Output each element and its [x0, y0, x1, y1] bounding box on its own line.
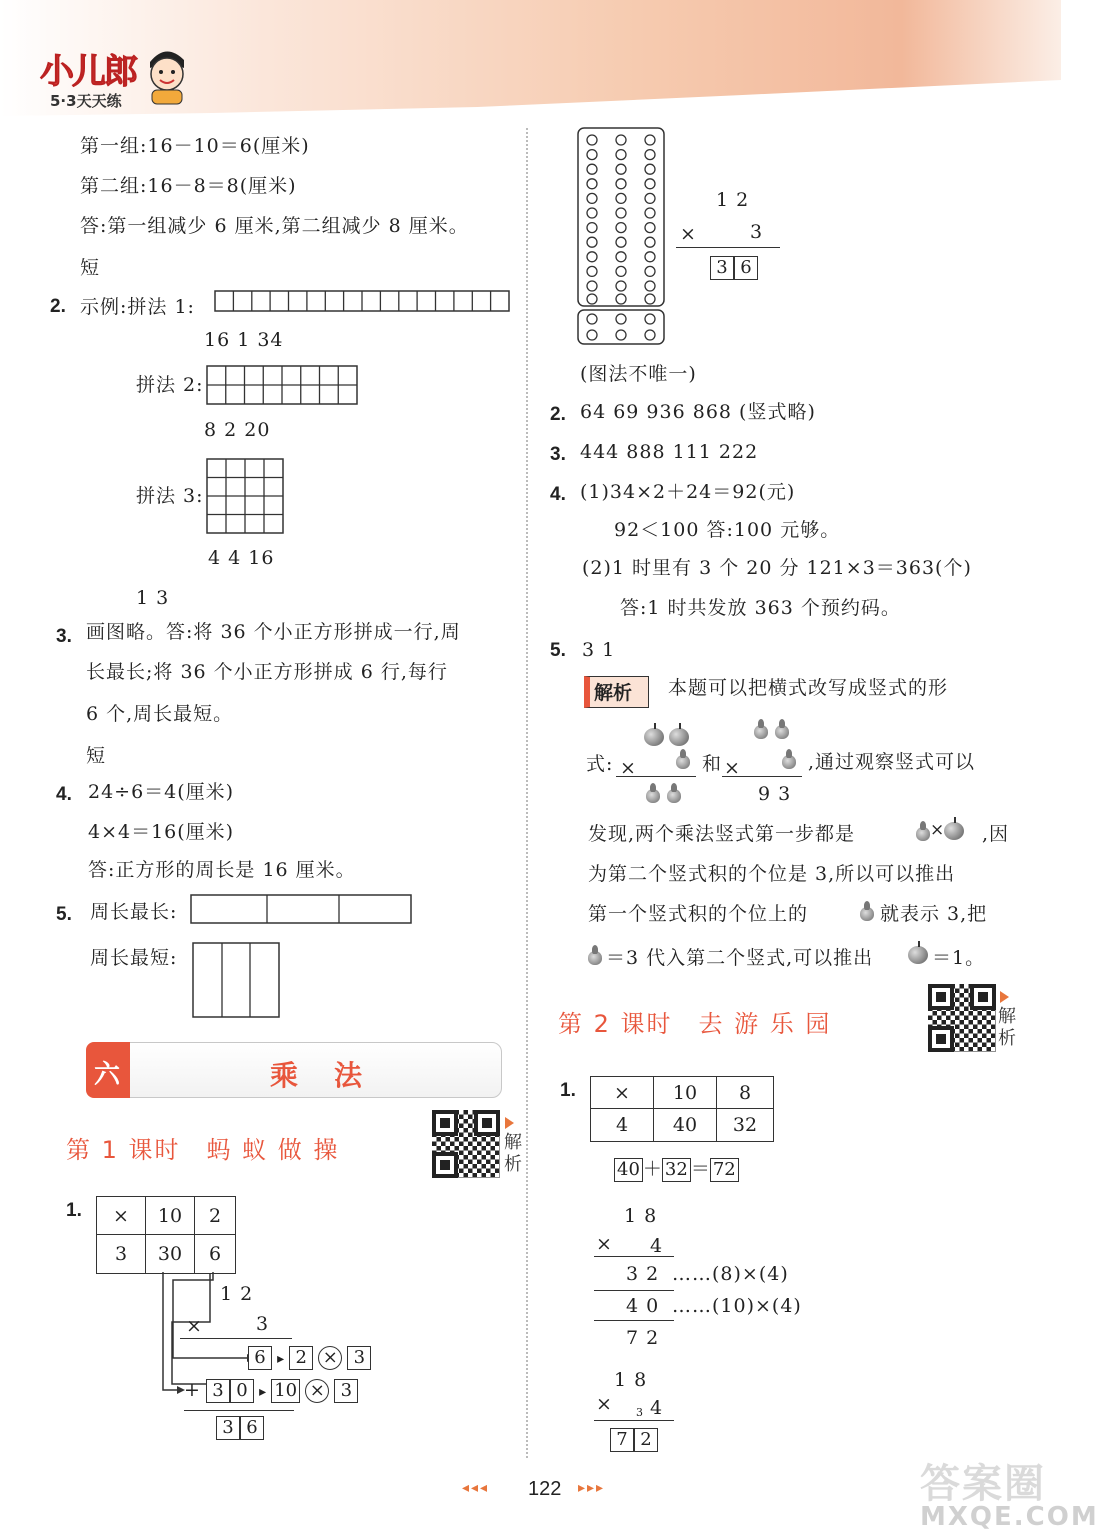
text-line: 短	[80, 257, 101, 279]
text-line: 3 1	[582, 639, 616, 661]
question-number: 4.	[56, 784, 72, 805]
answer-box: 2	[289, 1346, 313, 1370]
apple-icon	[908, 946, 928, 964]
text-line: 答:第一组减少 6 厘米,第二组减少 8 厘米。	[80, 215, 469, 237]
operator-circle: ×	[318, 1346, 342, 1370]
mascot-boy-icon	[140, 40, 192, 106]
answer-box: 6	[240, 1416, 264, 1440]
pear-icon	[665, 783, 681, 803]
multiplication-table	[590, 1076, 774, 1142]
apple-icon	[644, 728, 664, 746]
qr-label: 解析	[998, 1006, 1016, 1049]
question-number: 1.	[66, 1200, 82, 1221]
answer-box: 40	[614, 1158, 643, 1182]
pear-icon	[914, 821, 930, 841]
squares-row-1x16	[214, 290, 510, 314]
question-number: 5.	[56, 904, 72, 925]
text-line: 8 2 20	[204, 419, 271, 441]
times-sign: ×	[186, 1315, 203, 1337]
text-line: 画图略。答:将 36 个小正方形拼成一行,周	[86, 621, 461, 643]
plus-sign: +	[184, 1379, 201, 1401]
pear-icon	[674, 749, 690, 769]
table-cell: 2	[195, 1197, 236, 1235]
multiplier: 3	[750, 221, 764, 243]
question-number: 3.	[550, 444, 566, 465]
text-line: 92＜100 答:100 元够。	[614, 519, 841, 541]
table-cell: ×	[97, 1197, 146, 1235]
vertical-mult-top: 1 8	[614, 1369, 648, 1391]
squares-4x4	[206, 458, 286, 536]
text-line: ,因	[982, 823, 1010, 845]
next-arrows-icon: ▸▸▸	[578, 1480, 606, 1496]
column-divider	[526, 128, 528, 1458]
table-cell: 30	[146, 1235, 195, 1274]
table-cell: 40	[654, 1109, 717, 1142]
question-number: 1.	[560, 1080, 576, 1101]
text-line: 4 4 16	[208, 547, 275, 569]
table-cell: 6	[195, 1235, 236, 1274]
text-line: 24÷6＝4(厘米)	[88, 781, 235, 803]
multiplier: 4	[650, 1235, 664, 1257]
play-icon	[505, 1117, 514, 1129]
multiplier: 3	[256, 1313, 270, 1335]
answer-box: 0	[230, 1379, 254, 1403]
text-line: 9 3	[758, 783, 792, 805]
qr-code-icon[interactable]	[432, 1110, 500, 1178]
text-line: ＝3 代入第二个竖式,可以推出	[606, 947, 874, 969]
text-line: 周长最长:	[90, 901, 178, 923]
pear-icon	[644, 783, 660, 803]
question-number: 3.	[56, 626, 72, 647]
text-line: 示例:拼法 1:	[80, 296, 195, 318]
table-cell: 10	[146, 1197, 195, 1235]
jiexi-label: 解析	[594, 682, 633, 704]
pear-icon	[780, 749, 796, 769]
text-line: 16 1 34	[204, 329, 284, 351]
text-line: 第二组:16－8＝8(厘米)	[80, 175, 297, 197]
question-number: 2.	[50, 296, 66, 317]
partial-note: ……(8)×(4)	[672, 1263, 789, 1285]
answer-box: 3	[347, 1346, 371, 1370]
text-line: 周长最短:	[90, 947, 178, 969]
text-line: (2)1 时里有 3 个 20 分 121×3＝363(个)	[582, 557, 972, 579]
times-sign: ×	[620, 757, 637, 779]
pear-icon	[858, 901, 874, 921]
vertical-mult-top: 1 2	[220, 1283, 254, 1305]
answer-box: 3	[216, 1416, 240, 1440]
answer-box: 32	[662, 1158, 691, 1182]
text-line: (1)34×2＋24＝92(元)	[580, 481, 796, 503]
multiplication-table	[96, 1196, 236, 1274]
text-line: 本题可以把横式改写成竖式的形	[668, 677, 949, 699]
multiplier: 4	[650, 1397, 664, 1419]
text-line: 444 888 111 222	[580, 441, 759, 463]
table-cell: 4	[591, 1109, 654, 1142]
text-line: 第一个竖式积的个位上的	[588, 903, 809, 925]
lesson-title: 第 2 课时 去 游 乐 园	[558, 1010, 832, 1038]
vertical-mult-top: 1 2	[716, 189, 750, 211]
text-line: 4×4＝16(厘米)	[88, 821, 235, 843]
note: (图法不唯一)	[580, 363, 697, 385]
answer-box: 72	[710, 1158, 739, 1182]
plus-sign: ＋	[642, 1158, 662, 1180]
pear-icon	[586, 945, 602, 965]
qr-code-icon[interactable]	[928, 984, 996, 1052]
equals-sign: ＝	[690, 1158, 710, 1180]
dot-array-diagram	[576, 126, 668, 346]
text-line: 式:	[586, 753, 614, 775]
text-line: ,通过观察竖式可以	[808, 751, 976, 773]
text-line: ＝1。	[932, 947, 986, 969]
logo-subtitle: 5·3天天练	[50, 92, 122, 110]
question-number: 4.	[550, 484, 566, 505]
answer-box: 2	[634, 1428, 658, 1452]
times-sign: ×	[724, 757, 741, 779]
unit-title: 乘 法	[270, 1059, 367, 1092]
answer-box: 3	[334, 1379, 358, 1403]
prev-arrows-icon: ◂◂◂	[462, 1480, 490, 1496]
text-line: 答:1 时共发放 363 个预约码。	[620, 597, 901, 619]
lesson-title: 第 1 课时 蚂 蚁 做 操	[66, 1136, 340, 1164]
qr-label: 解析	[504, 1132, 522, 1175]
times-sign: ×	[596, 1233, 613, 1255]
text-line: 拼法 3:	[136, 485, 204, 507]
answer-box: 6	[734, 256, 758, 280]
text-line: 短	[86, 745, 107, 767]
pear-icon	[773, 719, 789, 739]
text-line: 拼法 2:	[136, 374, 204, 396]
product: 7 2	[626, 1327, 660, 1349]
table-cell: ×	[591, 1077, 654, 1109]
operator-circle: ×	[305, 1379, 329, 1403]
table-cell: 10	[654, 1077, 717, 1109]
watermark-url: MXQE.COM	[920, 1502, 1099, 1532]
text-line: 就表示 3,把	[880, 903, 988, 925]
table-cell: 32	[717, 1109, 774, 1142]
logo-title: 小儿郎	[40, 52, 136, 92]
watermark-logo: 答案圈	[920, 1461, 1046, 1507]
answer-box: 7	[610, 1428, 634, 1452]
apple-icon	[944, 822, 964, 840]
text-line: 长最长;将 36 个小正方形拼成 6 行,每行	[86, 661, 448, 683]
table-cell: 3	[97, 1235, 146, 1274]
question-number: 5.	[550, 640, 566, 661]
text-line: 1 3	[136, 587, 170, 609]
question-number: 2.	[550, 404, 566, 425]
text-line: 答:正方形的周长是 16 厘米。	[88, 859, 356, 881]
rect-short	[192, 942, 282, 1020]
table-cell: 8	[717, 1077, 774, 1109]
text-line: 为第二个竖式积的个位是 3,所以可以推出	[588, 863, 956, 885]
squares-2x8	[206, 365, 360, 407]
unit-number: 六	[94, 1060, 121, 1090]
text-line: 发现,两个乘法竖式第一步都是	[588, 823, 856, 845]
carry-digit: 3	[636, 1406, 643, 1419]
text-line: 和	[702, 753, 723, 775]
text-line: 第一组:16－10＝6(厘米)	[80, 135, 310, 157]
rect-long	[190, 894, 414, 926]
partial-product: 4 0	[626, 1295, 660, 1317]
page-number: 122	[528, 1478, 562, 1500]
partial-product: 3 2	[626, 1263, 660, 1285]
text-line: 64 69 936 868 (竖式略)	[580, 401, 816, 423]
answer-box: 3	[710, 256, 734, 280]
pear-icon	[752, 719, 768, 739]
partial-note: ……(10)×(4)	[672, 1295, 802, 1317]
times-sign: ×	[596, 1393, 613, 1415]
answer-box: 10	[271, 1379, 300, 1403]
play-icon	[1000, 991, 1009, 1003]
apple-icon	[669, 728, 689, 746]
answer-box: 6	[248, 1346, 272, 1370]
vertical-mult-top: 1 8	[624, 1205, 658, 1227]
times-sign: ×	[680, 223, 697, 245]
answer-box: 3	[206, 1379, 230, 1403]
text-line: 6 个,周长最短。	[86, 703, 234, 725]
